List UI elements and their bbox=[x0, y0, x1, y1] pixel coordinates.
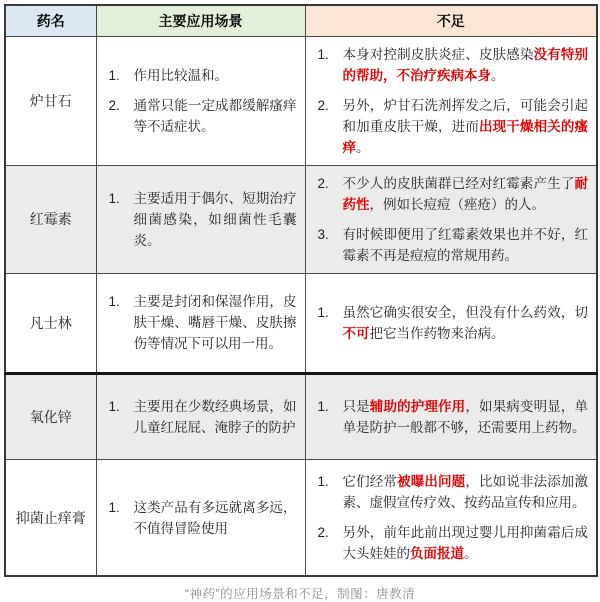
scenario-cell bbox=[96, 165, 305, 273]
plain-text: 。 bbox=[464, 546, 478, 562]
highlighted-text: 出现干燥相关的瘙痒 bbox=[342, 118, 589, 155]
table-header bbox=[5, 5, 597, 36]
list-item-text bbox=[134, 497, 297, 539]
list-item-number: 2. bbox=[317, 97, 329, 113]
highlighted-text: 负面报道 bbox=[410, 546, 464, 562]
highlighted-text: 被曝出问题 bbox=[397, 474, 466, 490]
plain-text: 主要是封闭和保湿作用，皮肤干燥、嘴唇干燥、皮肤擦伤等情况下可以用一用。 bbox=[133, 294, 297, 352]
highlighted-text: 没有特别的帮助，不治疗疾病本身 bbox=[342, 46, 589, 83]
plain-text: ，比如说非法添加激素、虚假宣传疗效、按药品宣传和应用。 bbox=[342, 474, 589, 511]
header-main-scenarios: 主要应用场景 bbox=[96, 5, 305, 36]
plain-text: 把它当作药物来治病。 bbox=[369, 325, 505, 341]
list-item-number: 2. bbox=[108, 97, 120, 113]
highlighted-text: 耐药性 bbox=[342, 175, 588, 212]
table-body bbox=[5, 36, 597, 576]
scenario-cell bbox=[96, 273, 305, 373]
plain-text: 只是 bbox=[342, 398, 370, 414]
plain-text: ，例如长痘痘（痤疮）的人。 bbox=[369, 196, 545, 212]
plain-text: 。 bbox=[356, 139, 370, 155]
list-item bbox=[106, 396, 297, 438]
plain-text: 它们经常 bbox=[342, 474, 398, 490]
list-item bbox=[315, 44, 589, 86]
highlighted-text: 辅助的护理作用 bbox=[369, 398, 466, 414]
plain-text: 虽然它确实很安全，但没有什么药效，切 bbox=[342, 304, 588, 320]
plain-text: 。 bbox=[491, 67, 505, 83]
scenario-cell bbox=[96, 373, 305, 459]
numbered-list bbox=[97, 490, 305, 546]
table-row bbox=[5, 273, 597, 373]
table-row bbox=[5, 459, 597, 576]
list-item-text bbox=[134, 95, 297, 137]
numbered-list bbox=[306, 166, 597, 273]
shortcoming-cell bbox=[305, 459, 597, 576]
numbered-list bbox=[97, 181, 305, 258]
header-row bbox=[5, 5, 597, 36]
list-item-number: 1. bbox=[108, 499, 120, 515]
list-item bbox=[106, 65, 297, 86]
highlighted-text: 不可 bbox=[342, 325, 370, 341]
table-row bbox=[5, 373, 597, 459]
list-item bbox=[315, 95, 589, 158]
medication-table bbox=[4, 4, 598, 577]
list-item-number: 1. bbox=[108, 190, 120, 206]
shortcoming-cell bbox=[305, 36, 597, 165]
numbered-list bbox=[306, 37, 597, 165]
shortcoming-cell bbox=[305, 373, 597, 459]
list-item-text bbox=[343, 302, 589, 344]
list-item bbox=[315, 224, 589, 266]
list-item bbox=[106, 188, 297, 251]
list-item-number: 1. bbox=[317, 304, 329, 320]
list-item bbox=[106, 291, 297, 354]
shortcoming-cell bbox=[305, 165, 597, 273]
shortcoming-cell bbox=[305, 273, 597, 373]
list-item-text bbox=[343, 173, 589, 215]
drug-name-cell: 氧化锌 bbox=[5, 373, 96, 459]
plain-text: 有时候即便用了红霉素效果也并不好，红霉素不再是痘痘的常规用药。 bbox=[342, 226, 588, 263]
list-item-text bbox=[343, 224, 589, 266]
list-item-text bbox=[134, 65, 297, 86]
list-item-number: 1. bbox=[108, 294, 120, 310]
header-drug-name: 药名 bbox=[5, 5, 96, 36]
plain-text: 本身对控制皮肤炎症、皮肤感染 bbox=[342, 46, 534, 62]
list-item bbox=[315, 173, 589, 215]
drug-name-cell: 红霉素 bbox=[5, 165, 96, 273]
list-item bbox=[315, 302, 589, 344]
plain-text: 另外，前年此前出现过婴儿用抑菌霜后成大头娃娃的 bbox=[342, 525, 588, 562]
numbered-list bbox=[306, 464, 597, 571]
list-item-number: 1. bbox=[317, 46, 329, 62]
drug-name-cell: 凡士林 bbox=[5, 273, 96, 373]
numbered-list bbox=[306, 389, 597, 445]
list-item-number: 2. bbox=[317, 525, 329, 541]
list-item-text bbox=[343, 471, 589, 513]
header-shortcomings: 不足 bbox=[305, 5, 597, 36]
list-item bbox=[106, 497, 297, 539]
list-item-number: 1. bbox=[317, 398, 329, 414]
plain-text: 主要适用于偶尔、短期治疗细菌感染，如细菌性毛囊炎。 bbox=[133, 190, 297, 248]
numbered-list bbox=[97, 284, 305, 361]
list-item-number: 1. bbox=[108, 398, 120, 414]
list-item bbox=[106, 95, 297, 137]
list-item-number: 3. bbox=[317, 226, 329, 242]
table-row bbox=[5, 165, 597, 273]
list-item-text bbox=[343, 522, 589, 564]
list-item-number: 1. bbox=[317, 474, 329, 490]
list-item-text bbox=[343, 44, 589, 86]
drug-name-cell: 抑菌止痒膏 bbox=[5, 459, 96, 576]
plain-text: ，如果病变明显，单单是防护一般都不够，还需要用上药物。 bbox=[342, 398, 589, 435]
numbered-list bbox=[97, 389, 305, 445]
numbered-list bbox=[97, 58, 305, 144]
list-item-number: 1. bbox=[108, 67, 120, 83]
plain-text: 另外，炉甘石洗剂挥发之后，可能会引起和加重皮肤干燥，进而 bbox=[342, 97, 588, 134]
list-item bbox=[315, 396, 589, 438]
plain-text: 通常只能一定成都缓解瘙痒等不适症状。 bbox=[133, 97, 297, 134]
list-item-text bbox=[343, 396, 589, 438]
scenario-cell bbox=[96, 459, 305, 576]
table-caption: “神药”的应用场景和不足，制图：唐教清 bbox=[184, 587, 416, 602]
plain-text: 作用比较温和。 bbox=[133, 67, 228, 83]
drug-name-cell: 炉甘石 bbox=[5, 36, 96, 165]
list-item-text bbox=[134, 291, 297, 354]
list-item-text bbox=[343, 95, 589, 158]
list-item-text bbox=[134, 396, 297, 438]
list-item bbox=[315, 522, 589, 564]
plain-text: 不少人的皮肤菌群已经对红霉素产生了 bbox=[342, 175, 575, 191]
numbered-list bbox=[306, 295, 597, 351]
list-item-text bbox=[134, 188, 297, 251]
table-row bbox=[5, 36, 597, 165]
list-item-number: 2. bbox=[317, 175, 329, 191]
scenario-cell bbox=[96, 36, 305, 165]
list-item bbox=[315, 471, 589, 513]
plain-text: 主要用在少数经典场景，如儿童红屁屁、淹脖子的防护 bbox=[133, 398, 297, 435]
plain-text: 这类产品有多远就离多远，不值得冒险使用 bbox=[133, 499, 297, 536]
